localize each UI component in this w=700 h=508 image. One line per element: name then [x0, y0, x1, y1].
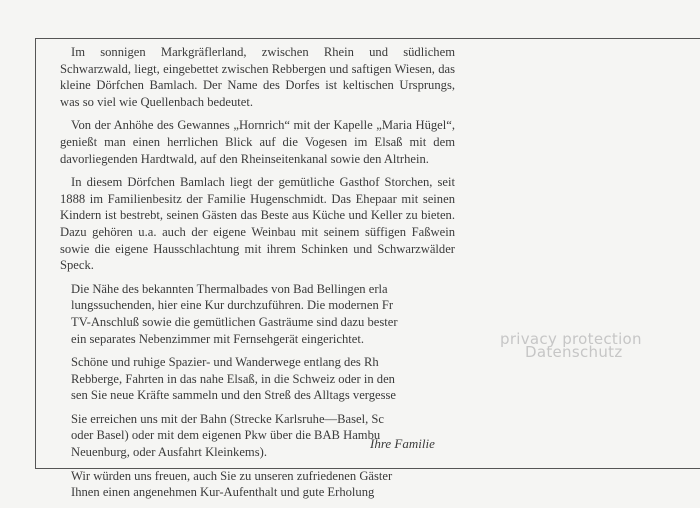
- paragraph-4-line: TV-Anschluß sowie die gemütlichen Gasträume sind dazu bester: [71, 314, 398, 329]
- watermark-line-2: Datenschutz: [525, 343, 623, 361]
- signature: Ihre Familie: [370, 436, 435, 451]
- watermark-line-1: privacy protection: [500, 330, 642, 348]
- paragraph-6-line: Sie erreichen uns mit der Bahn (Strecke Karlsruhe—Basel, Sc: [71, 411, 384, 426]
- paragraph-6-line: oder Basel) oder mit dem eigenen Pkw über die BAB Hambu: [71, 428, 381, 443]
- watermark: [500, 330, 642, 361]
- paragraph-4-line: ein separates Nebenzimmer mit Fernsehgerät eingerichtet.: [71, 331, 365, 346]
- paragraph-5: [60, 354, 455, 404]
- paragraph-4-line: Die Nähe des bekannten Thermalbades von Bad Bellingen erla: [71, 281, 388, 296]
- paragraph-4: [60, 281, 455, 347]
- paragraph-5-line: Rebberge, Fahrten in das nahe Elsaß, in die Schweiz oder in den: [71, 371, 395, 386]
- paragraph-7-line: Wir würden uns freuen, auch Sie zu unseren zufriedenen Gäster: [71, 468, 393, 483]
- paragraph-7-line: Ihnen einen angenehmen Kur-Aufenthalt und gute Erholung: [71, 485, 375, 500]
- paragraph-3: In diesem Dörfchen Bamlach liegt der gemütliche Gasthof Storchen, seit 1888 im Familienbesitz der Familie Hugenschmidt. Das Ehepaar mit seinen Kindern ist bestrebt, seinen Gästen das Beste aus Küche und Keller zu bieten. Dazu gehören u.a. auch der eigene Weinbau mit seinem süffigen Faßwein sowie die eigene Hausschlachtung mit ihrem Schinken und Schwarzwälder Speck.: [60, 175, 455, 273]
- paragraph-2: Von der Anhöhe des Gewannes „Hornrich“ mit der Kapelle „Maria Hügel“, genießt man einen herrlichen Blick auf die Vogesen im Elsaß mit dem davorliegenden Hardtwald, auf den Rheinseitenkanal sowie den Altrhein.: [60, 118, 455, 166]
- paragraph-1: Im sonnigen Markgräflerland, zwischen Rhein und südlichem Schwarzwald, liegt, eingebettet zwischen Rebbergen und saftigen Wiesen, das kleine Dörfchen Bamlach. Der Name des Dorfes ist keltischen Ursprungs, was so viel wie Quellenbach bedeutet.: [60, 45, 455, 109]
- paragraph-5-line: Schöne und ruhige Spazier- und Wanderwege entlang des Rh: [71, 355, 379, 370]
- paragraph-4-line: lungssuchenden, hier eine Kur durchzuführen. Die modernen Fr: [71, 298, 394, 313]
- paragraph-7: [60, 468, 455, 501]
- paragraph-6-line: Neuenburg, oder Ausfahrt Kleinkems).: [71, 445, 267, 460]
- paragraph-5-line: sen Sie neue Kräfte sammeln und den Streß des Alltags vergesse: [71, 388, 397, 403]
